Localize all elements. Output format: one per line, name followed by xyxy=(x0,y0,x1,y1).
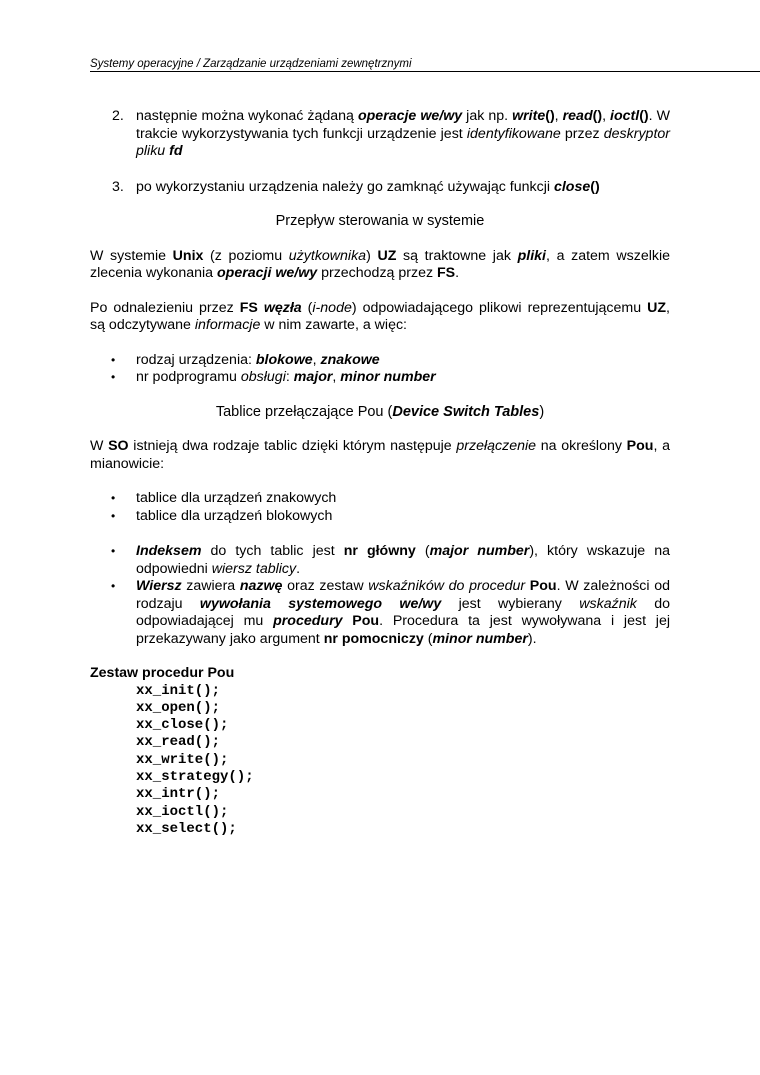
code-line: xx_ioctl(); xyxy=(136,803,229,820)
bullet-icon: • xyxy=(111,544,116,558)
header-title: Systemy operacyjne / Zarządzanie urządzeniami zewnętrznymi xyxy=(90,58,412,70)
section-heading-procedures: Zestaw procedur Pou xyxy=(90,665,235,681)
bullet-icon: • xyxy=(111,370,116,384)
list-item: • Indeksem do tych tablic jest nr główny (major number), który wskazuje na odpowiedni wiersz tablicy. xyxy=(111,543,670,577)
bullet-icon: • xyxy=(111,352,116,367)
bullet-icon: • xyxy=(111,508,116,523)
list-item: • tablice dla urządzeń znakowych xyxy=(111,490,337,506)
code-line: xx_init(); xyxy=(136,682,221,699)
code-line: xx_open(); xyxy=(136,699,221,716)
paragraph-unix: W systemie Unix (z poziomu użytkownika) UZ są traktowne jak pliki, a zatem wszelkie zlecenia wykonania operacji we/wy przechodzą przez FS. xyxy=(90,247,670,281)
page-header xyxy=(90,58,760,72)
list-item: • Wiersz zawiera nazwę oraz zestaw wskaźników do procedur Pou. W zależności od rodzaju wywołania systemowego we/wy jest wybierany wskaźnik do odpowiadającej mu procedury Pou. Procedura ta jest wywoływana i jest jej przekazywany jako argument nr pomocniczy (minor number). xyxy=(111,578,670,647)
code-line: xx_intr(); xyxy=(136,786,221,803)
list-item-3: 3. po wykorzystaniu urządzenia należy go zamknąć używając funkcji close() xyxy=(112,178,600,195)
list-item: • rodzaj urządzenia: blokowe, znakowe xyxy=(111,351,380,368)
bullet-icon: • xyxy=(111,579,116,593)
list-item: • tablice dla urządzeń blokowych xyxy=(111,507,333,524)
section-heading-flow: Przepływ sterowania w systemie xyxy=(275,213,485,229)
document-body xyxy=(90,108,670,838)
code-line: xx_write(); xyxy=(136,751,229,768)
table-details-list xyxy=(90,543,670,648)
procedure-list xyxy=(90,683,670,839)
list-item-2: 2. następnie można wykonać żądaną operacje we/wy jak np. write(), read(), ioctl(). W trakcie wykorzystywania tych funkcji urządzenie jest identyfikowane przez deskryptor pliku fd xyxy=(112,108,671,159)
device-info-list xyxy=(90,352,670,387)
list-item: • nr podprogramu obsługi: major, minor number xyxy=(111,369,436,385)
paragraph-inode: Po odnalezieniu przez FS węzła (i-node) odpowiadającego plikowi reprezentującemu UZ, są odczytywane informacje w nim zawarte, a więc: xyxy=(90,299,670,333)
code-line: xx_select(); xyxy=(136,820,237,837)
bullet-icon: • xyxy=(111,491,116,505)
code-line: xx_close(); xyxy=(136,717,229,734)
section-heading-dst: Tablice przełączające Pou (Device Switch Tables) xyxy=(215,403,545,420)
code-line: xx_strategy(); xyxy=(136,768,254,785)
paragraph-so: W SO istnieją dwa rodzaje tablic dzięki którym następuje przełączenie na określony Pou, a mianowicie: xyxy=(90,438,670,472)
table-types-list xyxy=(90,490,670,525)
code-line: xx_read(); xyxy=(136,734,221,751)
